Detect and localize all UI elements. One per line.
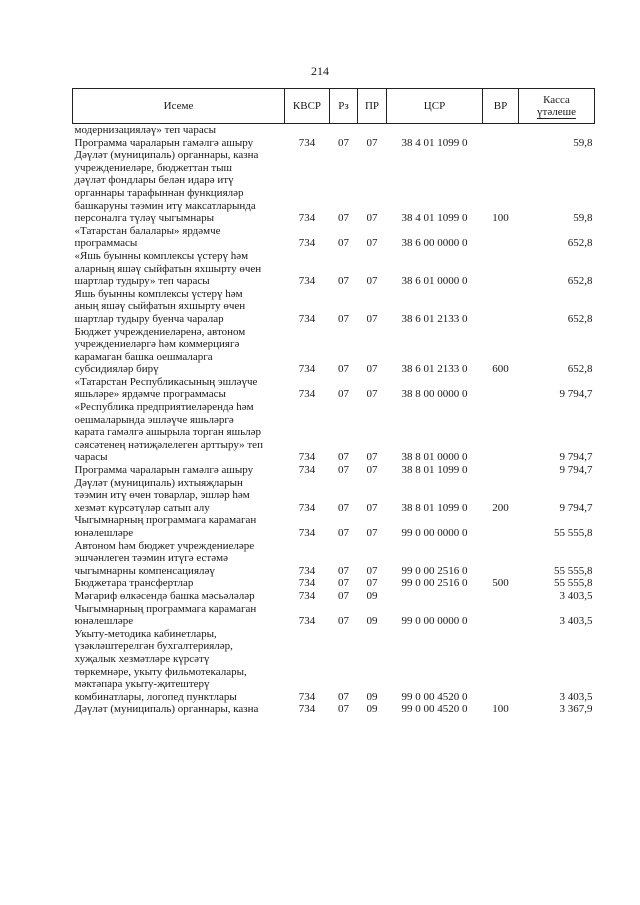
row-kassa: 59,8 <box>573 136 593 149</box>
row-kvsr <box>285 124 330 137</box>
row-csr: 99 0 00 0000 0 <box>401 615 468 628</box>
row-name-line: тәэмин итү өчен товарлар, эшләр һәм <box>74 489 250 502</box>
row-name-line: яшьләре» ярдәмче программасы <box>74 388 226 401</box>
table-row <box>73 225 595 250</box>
row-csr: 99 0 00 4520 0 <box>401 690 468 703</box>
row-kvsr: 734 <box>298 136 316 149</box>
row-pr: 07 <box>366 136 378 149</box>
row-csr: 38 6 01 2133 0 <box>401 363 468 376</box>
row-name <box>73 477 285 515</box>
row-rz: 07 <box>338 589 349 602</box>
row-kassa: 3 403,5 <box>559 589 593 602</box>
row-rz: 07 <box>338 690 349 703</box>
row-name-line: субсидияләр бирү <box>74 363 159 376</box>
table-row <box>73 477 595 515</box>
row-pr: 07 <box>366 212 378 225</box>
row-vr <box>483 628 519 704</box>
row-kvsr: 734 <box>298 363 316 376</box>
row-kassa <box>519 124 595 137</box>
row-name-line: Чыгымнарның программага карамаган <box>74 602 257 615</box>
row-kvsr: 734 <box>298 388 316 401</box>
row-name-line: модернизацияләү» теп чарасы <box>74 124 216 136</box>
row-rz: 07 <box>338 564 349 577</box>
row-vr: 600 <box>492 363 509 376</box>
row-kassa: 3 403,5 <box>559 690 593 703</box>
row-kassa: 652,8 <box>567 363 593 376</box>
row-vr: 100 <box>492 212 509 225</box>
header-vr: ВР <box>483 89 519 124</box>
row-kassa: 9 794,7 <box>559 388 593 401</box>
header-kassa-line1: Касса <box>543 94 570 106</box>
row-name-line: Бюджет учреждениеләренә, автоном <box>74 325 246 338</box>
row-vr <box>483 401 519 464</box>
row-kvsr: 734 <box>298 451 316 464</box>
table-row <box>73 401 595 464</box>
row-kassa: 55 555,8 <box>554 577 593 590</box>
row-name-line: учреждениеләргә һәм коммерциягә <box>74 338 240 351</box>
row-name <box>73 703 285 716</box>
row-csr <box>387 590 483 603</box>
row-name <box>73 540 285 578</box>
row-name-line: Дәүләт (муниципаль) органнары, казна <box>74 703 259 716</box>
row-pr: 07 <box>366 312 378 325</box>
row-kassa: 652,8 <box>567 237 593 250</box>
table-row <box>73 250 595 288</box>
row-kvsr: 734 <box>298 564 316 577</box>
row-rz: 07 <box>338 451 349 464</box>
row-name-line: аларның яшәү сыйфатын яхшырту өчен <box>74 262 262 275</box>
row-pr: 09 <box>366 615 378 628</box>
header-name: Исеме <box>73 89 285 124</box>
row-name <box>73 225 285 250</box>
row-vr <box>483 603 519 628</box>
row-name-line: хуҗалык хезмәтләре күрсәтү <box>74 652 210 665</box>
row-name-line: башкаруны тәэмин итү максатларында <box>74 199 256 212</box>
row-name-line: дәүләт фондлары белән идарә итү <box>74 174 234 187</box>
row-rz: 07 <box>338 388 349 401</box>
table-row <box>73 603 595 628</box>
row-csr: 38 6 00 0000 0 <box>401 237 468 250</box>
table-row <box>73 149 595 225</box>
row-csr: 38 8 01 0000 0 <box>401 451 468 464</box>
row-pr: 07 <box>366 527 378 539</box>
row-rz: 07 <box>338 275 349 288</box>
row-name-line: «Республика предприятиеләрендә һәм <box>74 401 254 414</box>
row-kassa: 9 794,7 <box>559 501 593 514</box>
row-rz <box>330 124 358 137</box>
header-kvsr: КВСР <box>285 89 330 124</box>
row-name-line: «Яшь буынны комплексы үстерү һәм <box>74 249 249 262</box>
row-name <box>73 149 285 225</box>
row-pr: 07 <box>366 363 378 376</box>
row-name-line: шартлар тудыру буенча чаралар <box>74 312 224 325</box>
row-name-line: хезмәт күрсәтүләр сатып алу <box>74 501 210 514</box>
budget-table <box>72 88 595 716</box>
row-name-line: Бюджетара трансфертлар <box>74 577 194 590</box>
row-name <box>73 376 285 401</box>
row-name-line: төркемнәре, укыту фильмотекалары, <box>74 665 247 678</box>
row-kvsr: 734 <box>298 527 316 539</box>
row-name-line: персоналга түләү чыгымнары <box>74 212 215 225</box>
row-name <box>73 124 285 137</box>
table-row <box>73 326 595 376</box>
row-name-line: Программа чараларын гамәлгә ашыру <box>74 136 254 149</box>
row-rz: 07 <box>338 577 349 590</box>
row-pr: 09 <box>366 589 378 602</box>
row-name-line: Укыту-методика кабинетлары, <box>74 627 217 640</box>
row-vr <box>483 376 519 401</box>
row-vr <box>483 514 519 539</box>
table-row <box>73 590 595 603</box>
row-pr: 07 <box>366 275 378 288</box>
row-vr: 100 <box>492 703 509 716</box>
row-name-line: юнәлешләре <box>74 615 134 628</box>
row-name-line: Дәүләт (муниципаль) органнары, казна <box>74 149 259 162</box>
row-kvsr: 734 <box>298 312 316 325</box>
row-pr: 07 <box>366 501 378 514</box>
row-pr: 09 <box>366 703 378 716</box>
table-row <box>73 577 595 590</box>
row-name <box>73 401 285 464</box>
table-header-row <box>73 89 595 124</box>
table-row <box>73 703 595 716</box>
table-row <box>73 124 595 137</box>
row-kvsr: 734 <box>298 501 316 514</box>
row-csr: 38 8 01 1099 0 <box>401 501 468 514</box>
row-name <box>73 288 285 326</box>
table-body <box>73 124 595 716</box>
table-row <box>73 137 595 150</box>
row-name-line: Дәүләт (муниципаль) ихтыяҗларын <box>74 476 243 489</box>
row-kvsr: 734 <box>298 275 316 288</box>
row-csr: 38 6 01 0000 0 <box>401 275 468 288</box>
row-rz: 07 <box>338 464 349 477</box>
row-kvsr: 734 <box>298 212 316 225</box>
row-csr <box>387 124 483 137</box>
row-vr <box>483 225 519 250</box>
page-number: 214 <box>311 64 329 78</box>
row-pr: 07 <box>366 464 378 477</box>
row-name <box>73 464 285 477</box>
row-name-line: карамаган башка оешмаларга <box>74 350 213 363</box>
table-row <box>73 514 595 539</box>
row-name-line: «Татарстан балалары» ярдәмче <box>74 224 221 237</box>
header-pr: ПР <box>358 89 387 124</box>
row-name-line: чарасы <box>74 451 108 464</box>
row-csr: 99 0 00 2516 0 <box>401 564 468 577</box>
header-kassa <box>519 89 595 124</box>
row-pr: 07 <box>366 388 378 401</box>
row-kvsr: 734 <box>298 577 316 590</box>
row-csr: 38 8 00 0000 0 <box>401 388 468 401</box>
row-vr <box>483 288 519 326</box>
row-kvsr: 734 <box>298 703 316 716</box>
row-csr: 38 4 01 1099 0 <box>401 212 468 225</box>
row-kassa: 3 367,9 <box>559 703 593 716</box>
row-vr <box>483 464 519 477</box>
row-name <box>73 628 285 704</box>
row-name <box>73 577 285 590</box>
row-name-line: органнары тарафыннан функцияләр <box>74 186 244 199</box>
row-kassa: 9 794,7 <box>559 451 593 464</box>
row-vr: 200 <box>492 501 509 514</box>
row-name <box>73 326 285 376</box>
row-kassa: 55 555,8 <box>554 564 593 577</box>
header-csr: ЦСР <box>387 89 483 124</box>
row-name-line: Мәгариф өлкәсендә башка мәсьәләләр <box>74 589 255 602</box>
row-pr: 07 <box>366 451 378 464</box>
row-name <box>73 590 285 603</box>
row-name-line: юнәлешләре <box>74 527 134 539</box>
row-name-line: программасы <box>74 237 138 250</box>
row-csr: 99 0 00 4520 0 <box>401 703 468 716</box>
row-name-line: учреждениеләре, бюджеттан тыш <box>74 161 233 174</box>
row-rz: 07 <box>338 237 349 250</box>
row-name-line: комбинатлары, логопед пунктлары <box>74 690 237 703</box>
row-name-line: Автоном һәм бюджет учреждениеләре <box>74 539 255 552</box>
row-name-line: карата гамәлгә ашырыла торган яшьләр <box>74 426 261 439</box>
row-rz: 07 <box>338 363 349 376</box>
row-name-line: Чыгымнарның программага карамаган <box>74 514 257 527</box>
row-name-line: шартлар тудыру» теп чарасы <box>74 275 210 288</box>
table-row <box>73 288 595 326</box>
row-name <box>73 250 285 288</box>
row-name <box>73 514 285 539</box>
row-vr <box>483 124 519 137</box>
row-name-line: аның яшәү сыйфатын яхшырту өчен <box>74 300 246 313</box>
row-rz: 07 <box>338 527 349 539</box>
header-kassa-line2: үтәлеше <box>537 106 576 118</box>
row-kassa: 3 403,5 <box>559 615 593 628</box>
row-name-line: сәясәтенең нәтиҗәлелеген арттыру» теп <box>74 438 263 451</box>
row-name-line: мәктәпара укыту-җитештерү <box>74 678 210 691</box>
row-name-line: «Татарстан Республикасының эшләүче <box>74 375 258 388</box>
row-name-line: үзәкләштерелгән бухгалтерияләр, <box>74 640 233 653</box>
row-pr: 07 <box>366 237 378 250</box>
row-vr <box>483 250 519 288</box>
row-kassa: 59,8 <box>573 212 593 225</box>
row-name-line: чыгымнарны компенсацияләү <box>74 564 215 577</box>
row-pr <box>358 124 387 137</box>
row-vr <box>483 590 519 603</box>
row-rz: 07 <box>338 703 349 716</box>
row-name-line: оешмаларында эшләүче яшьләргә <box>74 413 234 426</box>
row-kassa: 652,8 <box>567 275 593 288</box>
row-vr <box>483 540 519 578</box>
row-name-line: Яшь буынны комплексы үстерү һәм <box>74 287 243 300</box>
table-row <box>73 540 595 578</box>
table-row <box>73 376 595 401</box>
row-kassa: 9 794,7 <box>559 464 593 477</box>
row-rz: 07 <box>338 615 349 628</box>
row-name <box>73 603 285 628</box>
row-csr: 38 6 01 2133 0 <box>401 312 468 325</box>
table-row <box>73 628 595 704</box>
row-pr: 09 <box>366 690 378 703</box>
row-vr: 500 <box>492 577 509 590</box>
row-rz: 07 <box>338 501 349 514</box>
row-name-line: эшчәнлеген тәэмин итүгә естәмә <box>74 552 228 565</box>
row-pr: 07 <box>366 577 378 590</box>
row-kvsr: 734 <box>298 589 316 602</box>
row-name-line: Программа чараларын гамәлгә ашыру <box>74 464 254 477</box>
row-rz: 07 <box>338 136 349 149</box>
row-pr: 07 <box>366 564 378 577</box>
row-csr: 38 8 01 1099 0 <box>401 464 468 477</box>
row-kvsr: 734 <box>298 464 316 477</box>
header-rz: Рз <box>330 89 358 124</box>
row-rz: 07 <box>338 312 349 325</box>
row-kassa: 652,8 <box>567 312 593 325</box>
row-csr: 38 4 01 1099 0 <box>401 136 468 149</box>
row-kvsr: 734 <box>298 237 316 250</box>
row-csr: 99 0 00 0000 0 <box>401 527 468 539</box>
row-kassa: 55 555,8 <box>554 527 593 539</box>
row-name <box>73 137 285 150</box>
row-vr <box>483 137 519 150</box>
row-kvsr: 734 <box>298 615 316 628</box>
table-row <box>73 464 595 477</box>
row-csr: 99 0 00 2516 0 <box>401 577 468 590</box>
row-kvsr: 734 <box>298 690 316 703</box>
row-rz: 07 <box>338 212 349 225</box>
